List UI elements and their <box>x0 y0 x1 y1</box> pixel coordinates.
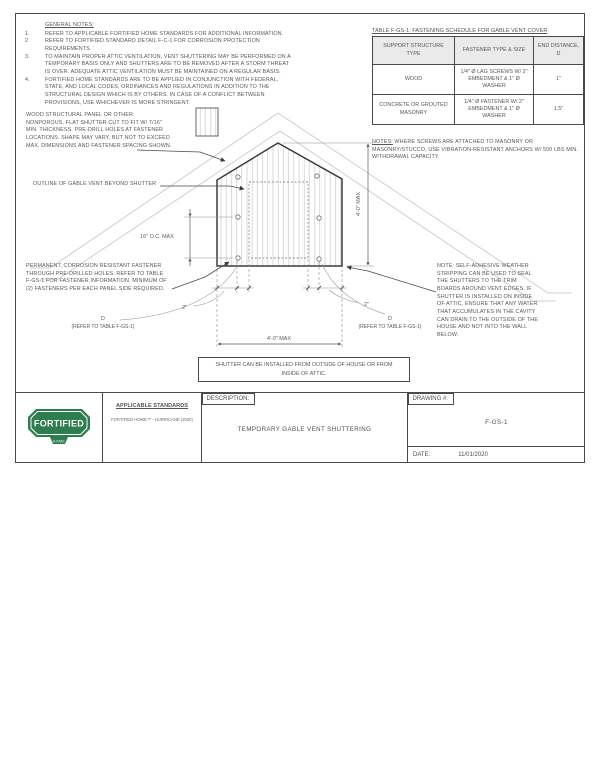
shutter-panel-note: WOOD STRUCTURAL PANEL OR OTHER NONPOROUS, FLAT SHUTTER CUT TO FIT W/ 7/16" MIN. THICKNESS. PRE-DRILL HOLES AT FASTENER LOCATIONS. SHAPE MAY VARY, BUT NOT TO EXCEED MAX. DIMENSIONS AND FASTENER SPACING SHOWN. <box>26 112 172 149</box>
dim-d-right: D <box>388 316 392 322</box>
note-text: REFER TO APPLICABLE FORTIFIED HOME STANDARDS FOR ADDITIONAL INFORMATION. <box>45 30 284 37</box>
dim-d-left: D <box>101 316 105 322</box>
general-notes-title: GENERAL NOTES: <box>45 22 94 28</box>
description-label: DESCRIPTION: <box>202 393 256 405</box>
header-fastener: FASTENER TYPE & SIZE <box>455 37 534 65</box>
dim-edge-right: 2" <box>364 302 369 308</box>
general-note-item <box>25 31 297 39</box>
fastener-note: PERMANENT, CORROSION RESISTANT FASTENER THROUGH PRE-DRILLED HOLES. REFER TO TABLE F-GS-1 FOR FASTENER INFORMATION. MINIMUM OF (2) FASTENERS PER EACH PANEL SIDE REQUIRED. <box>26 263 167 293</box>
cell-distance: 1" <box>534 65 584 95</box>
table-header-row <box>373 37 584 65</box>
table-notes <box>372 139 585 162</box>
standards-value: FORTIFIED HOME™ - HURRICANE (2020) <box>111 417 193 422</box>
dim-height: 4'-0" MAX <box>356 192 362 216</box>
note-text: FORTIFIED HOME STANDARDS ARE TO BE APPLIED IN CONJUNCTION WITH FEDERAL, STATE, AND LOCAL CODES, ORDINANCES AND REGULATIONS IN ADDITION TO THE STRUCTURAL DESIGN WHICH IS BY OTHERS. IN CASE OF A CONFLICT BETWEEN PROVISIONS, USE WHICHEVER IS MORE STRINGENT. <box>45 76 279 106</box>
general-notes <box>25 22 297 107</box>
general-note-item <box>25 38 297 53</box>
table-row <box>373 65 584 95</box>
cell-fastener: 1/4" Ø LAG SCREWS W/ 2" EMBEDMENT & 1" Ø WASHER <box>455 65 534 95</box>
drawing-number-cell <box>408 393 585 447</box>
logo-cell <box>15 393 103 462</box>
note-text: TO MAINTAIN PROPER ATTIC VENTILATION, VENT SHUTTERING MAY BE PERFORMED ON A TEMPORARY BASIS ONLY AND SHUTTERS ARE TO BE REMOVED AFTER A STORM THREAT IS OVER. ADEQUATE ATTIC VENTILATION MUST BE MAINTAINED ON A REGULAR BASIS. <box>45 53 291 76</box>
logo-sub-text: HOME <box>52 438 65 443</box>
fastening-schedule <box>372 28 584 125</box>
standards-label: APPLICABLE STANDARDS <box>116 403 188 409</box>
note-number: 2. <box>25 38 30 45</box>
dim-d-ref-left: (REFER TO TABLE F-GS-1) <box>71 324 135 330</box>
logo-text: FORTIFIED <box>33 418 84 428</box>
drawing-info-cell <box>408 393 585 462</box>
dim-width: 4'-0" MAX <box>267 336 291 342</box>
note-text: REFER TO FORTIFIED STANDARD DETAIL F-C-1 FOR CORROSION PROTECTION REQUIREMENTS. <box>45 38 260 53</box>
date-cell <box>408 447 585 462</box>
cell-structure: CONCRETE OR GROUTED MASONRY <box>373 95 455 125</box>
table-row <box>373 95 584 125</box>
description-cell <box>202 393 408 462</box>
dim-oc-spacing: 16" O.C. MAX <box>140 234 174 240</box>
header-structure: SUPPORT STRUCTURE TYPE <box>373 37 455 65</box>
table-notes-label: NOTES: <box>372 139 393 145</box>
cell-structure: WOOD <box>373 65 455 95</box>
general-note-item <box>25 77 297 108</box>
date-value: 11/01/2020 <box>458 451 488 458</box>
note-number: 3. <box>25 53 30 60</box>
header-distance: END DISTANCE, D <box>534 37 584 65</box>
general-note-item <box>25 54 297 77</box>
drawing-number-label: DRAWING #: <box>408 393 454 405</box>
fastening-table <box>372 36 584 125</box>
cell-fastener: 1/4" Ø FASTENER W/ 2" EMBEDMENT & 1" Ø WASHER <box>455 95 534 125</box>
dim-d-ref-right: (REFER TO TABLE F-GS-1) <box>358 324 422 330</box>
note-number: 4. <box>25 76 30 83</box>
fortified-logo <box>25 407 93 449</box>
table-title: TABLE F-GS-1: FASTENING SCHEDULE FOR GABLE VENT COVER <box>372 28 548 34</box>
drawing-number-value: F-GS-1 <box>485 419 508 426</box>
description-value: TEMPORARY GABLE VENT SHUTTERING <box>237 426 372 433</box>
install-note-box: SHUTTER CAN BE INSTALLED FROM OUTSIDE OF HOUSE OR FROM INSIDE OF ATTIC. <box>198 357 410 382</box>
weather-strip-note: NOTE: SELF-ADHESIVE WEATHER STRIPPING CAN BE USED TO SEAL THE SHUTTERS TO THE TRIM BOARDS AROUND VENT EDGES. IF SHUTTER IS INSTALLED ON INSIDE OF ATTIC, ENSURE THAT ANY WATER THAT ACCUMULATES IN THE CAVITY CAN DRAIN TO THE OUTSIDE OF THE HOUSE AND NOT INTO THE WALL BELOW. <box>437 263 538 339</box>
dim-edge-left: 2" <box>182 305 187 311</box>
date-label: DATE: <box>413 451 431 458</box>
vent-outline-note: OUTLINE OF GABLE VENT BEYOND SHUTTER <box>33 181 157 187</box>
cell-distance: 1.5" <box>534 95 584 125</box>
note-number: 1. <box>25 30 30 37</box>
standards-cell <box>103 393 202 462</box>
title-block <box>15 392 585 462</box>
table-notes-text: WHERE SCREWS ARE ATTACHED TO MASONRY OR MASONRY/STUCCO, USE VIBRATION-RESISTANT ANCHORS W/ 500 LBS MIN. WITHDRAWAL CAPACITY. <box>372 139 579 161</box>
